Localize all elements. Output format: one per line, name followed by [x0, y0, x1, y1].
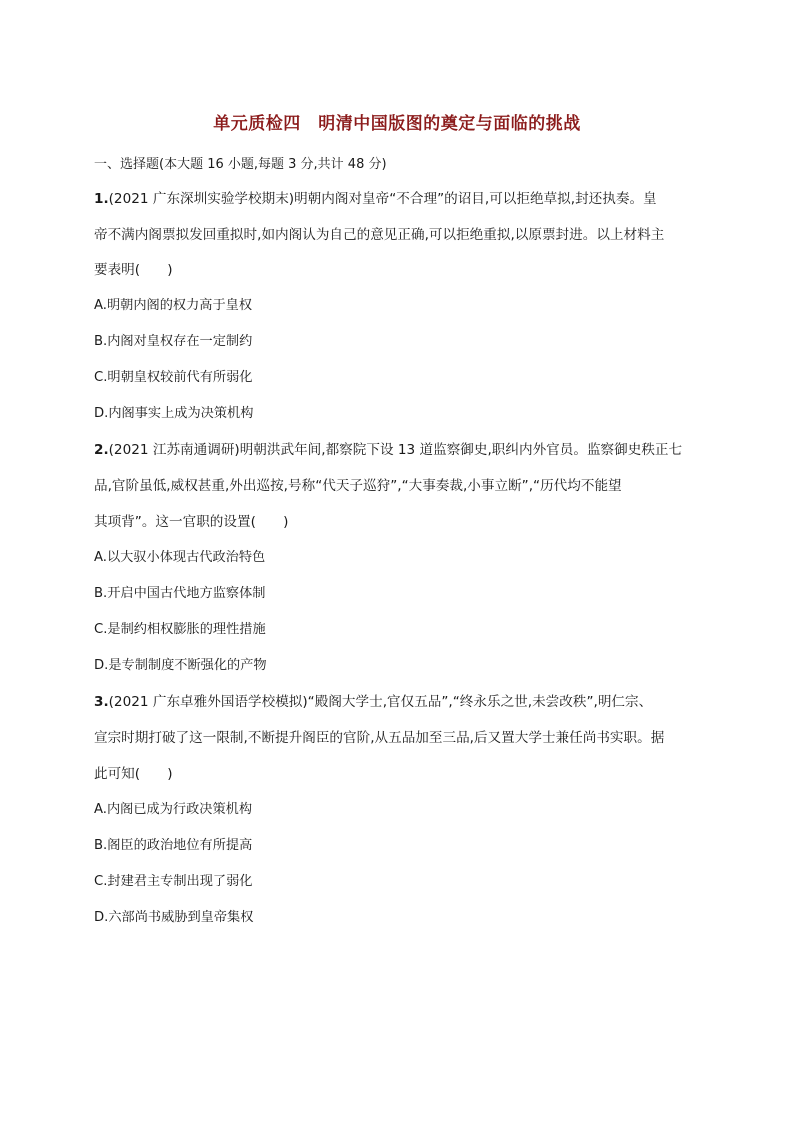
- question-2-line-3: 其项背”。这一官职的设置( ): [94, 514, 289, 530]
- question-1-line-2: 帝不满内阁票拟发回重拟时,如内阁认为自己的意见正确,可以拒绝重拟,以原票封进。以上材料主: [94, 227, 665, 243]
- question-2-option-c: C.是制约相权膨胀的理性措施: [94, 622, 266, 637]
- section-header: 一、选择题(本大题 16 小题,每题 3 分,共计 48 分): [94, 157, 387, 172]
- question-3-option-a: A.内阁已成为行政决策机构: [94, 802, 253, 817]
- question-1-option-c: C.明朝皇权较前代有所弱化: [94, 370, 253, 385]
- question-2-line-1: [94, 442, 682, 458]
- question-1-line-1: [94, 191, 657, 207]
- question-3-option-b: B.阁臣的政治地位有所提高: [94, 838, 253, 853]
- question-number: 1.: [94, 191, 109, 207]
- question-3-line-3: 此可知( ): [94, 766, 173, 782]
- question-2-line-2: 品,官阶虽低,威权甚重,外出巡按,号称“代天子巡狩”,“大事奏裁,小事立断”,“历代均不能望: [94, 478, 622, 494]
- question-2-option-d: D.是专制制度不断强化的产物: [94, 658, 267, 673]
- question-2-option-b: B.开启中国古代地方监察体制: [94, 586, 266, 601]
- question-text: (2021 广东深圳实验学校期末)明朝内阁对皇帝“不合理”的诏目,可以拒绝草拟,封还执奏。皇: [108, 191, 657, 207]
- question-number: 2.: [94, 442, 109, 458]
- question-text: (2021 广东卓雅外国语学校模拟)“殿阁大学士,官仅五品”,“终永乐之世,未尝改秩”,明仁宗、: [108, 694, 653, 710]
- document-title: 单元质检四 明清中国版图的奠定与面临的挑战: [213, 114, 581, 134]
- question-3-option-d: D.六部尚书威胁到皇帝集权: [94, 910, 254, 925]
- question-text: (2021 江苏南通调研)明朝洪武年间,都察院下设 13 道监察御史,职纠内外官员。监察御史秩正七: [108, 442, 683, 458]
- question-3-line-1: [94, 694, 652, 710]
- question-1-line-3: 要表明( ): [94, 262, 173, 278]
- question-number: 3.: [94, 694, 109, 710]
- question-1-option-b: B.内阁对皇权存在一定制约: [94, 334, 253, 349]
- question-1-option-a: A.明朝内阁的权力高于皇权: [94, 298, 253, 313]
- question-2-option-a: A.以大驭小体现古代政治特色: [94, 550, 266, 565]
- question-1-option-d: D.内阁事实上成为决策机构: [94, 406, 254, 421]
- question-3-option-c: C.封建君主专制出现了弱化: [94, 874, 253, 889]
- question-3-line-2: 宣宗时期打破了这一限制,不断提升阁臣的官阶,从五品加至三品,后又置大学士兼任尚书实职。据: [94, 730, 665, 746]
